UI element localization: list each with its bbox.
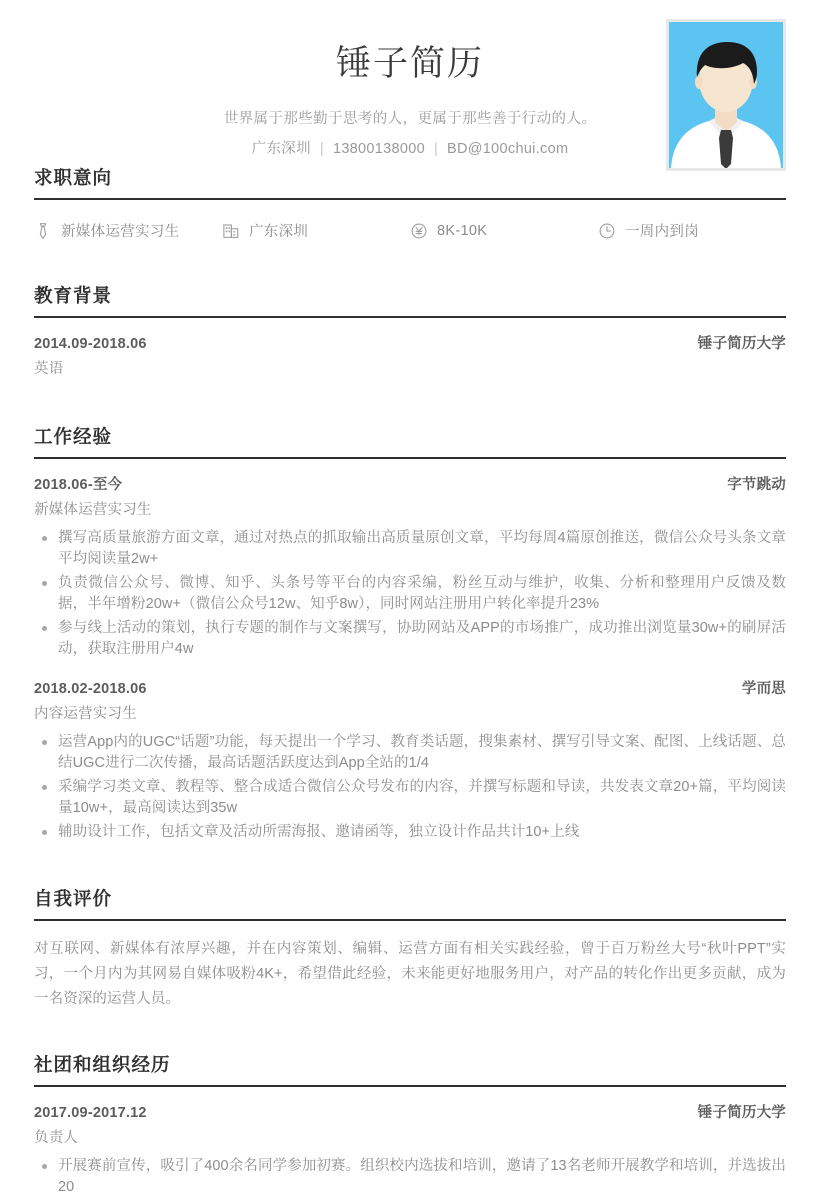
entry-role: 内容运营实习生	[34, 706, 137, 722]
intention-item-location	[222, 220, 410, 241]
section-divider	[34, 919, 786, 921]
spacer	[34, 378, 786, 424]
list-item: 采编学习类文章、教程等、整合成适合微信公众号发布的内容，并撰写标题和导读，共发表文章20+篇，平均阅读量10w+，最高阅读达到35w	[34, 777, 786, 819]
intention-items	[34, 200, 786, 257]
clock-icon	[598, 222, 616, 240]
intention-item-label: 新媒体运营实习生	[61, 224, 180, 240]
entry-bullet-list	[34, 528, 786, 660]
section-title: 求职意向	[34, 167, 113, 188]
section-self-evaluation	[34, 886, 786, 1012]
entry-role: 负责人	[34, 1130, 79, 1146]
section-education	[34, 283, 786, 378]
section-work-experience	[34, 424, 786, 843]
contact-separator: |	[433, 141, 439, 157]
entry-date: 2017.09-2017.12	[34, 1105, 147, 1121]
intention-item-label: 广东深圳	[249, 224, 309, 240]
entry-date: 2014.09-2018.06	[34, 336, 147, 352]
entry-bullet-list	[34, 1156, 786, 1198]
contact-email: BD@100chui.com	[447, 141, 569, 157]
section-title: 教育背景	[34, 285, 113, 306]
contact-location: 广东深圳	[251, 141, 311, 157]
section-title: 工作经验	[34, 426, 113, 447]
list-item: 运营App内的UGC“话题”功能，每天提出一个学习、教育类话题，搜集素材、撰写引导文案、配图、上线话题、总结UGC进行二次传播，最高话题活跃度达到App全站的1/4	[34, 732, 786, 774]
avatar	[666, 19, 786, 171]
education-entry	[34, 318, 786, 378]
entry-organization: 字节跳动	[727, 477, 786, 493]
intention-item-label: 8K-10K	[437, 222, 488, 239]
spacer	[34, 257, 786, 283]
entry-role: 新媒体运营实习生	[34, 502, 152, 518]
avatar-illustration-icon	[669, 22, 783, 168]
yen-icon	[410, 222, 428, 240]
list-item: 辅助设计工作，包括文章及活动所需海报、邀请函等，独立设计作品共计10+上线	[34, 822, 786, 843]
list-item: 开展赛前宣传，吸引了400余名同学参加初赛。组织校内选拔和培训，邀请了13名老师开展教学和培训，并选拔出20	[34, 1156, 786, 1198]
work-entry	[34, 459, 786, 660]
work-entry	[34, 663, 786, 843]
header-motto: 世界属于那些勤于思考的人，更属于那些善于行动的人。	[223, 111, 597, 127]
spacer	[34, 846, 786, 886]
entry-bullet-list	[34, 732, 786, 843]
intention-item-position	[34, 220, 222, 241]
self-evaluation-text: 对互联网、新媒体有浓厚兴趣，并在内容策划、编辑、运营方面有相关实践经验，曾于百万粉丝大号“秋叶PPT”实习，一个月内为其网易自媒体吸粉4K+，希望借此经验，未来能更好地服务用户，对产品的转化作出更多贡献，成为一名资深的运营人员。	[34, 941, 786, 1007]
entry-header	[34, 473, 786, 494]
contact-separator: |	[319, 141, 324, 157]
list-item: 撰写高质量旅游方面文章，通过对热点的抓取输出高质量原创文章，平均每周4篇原创推送，微信公众号头条文章平均阅读量2w+	[34, 528, 786, 570]
entry-role: 英语	[34, 361, 64, 377]
contact-phone: 13800138000	[332, 141, 425, 157]
spacer	[34, 1012, 786, 1052]
list-item: 参与线上活动的策划，执行专题的制作与文案撰写，协助网站及APP的市场推广，成功推出浏览量30w+的刷屏活动，获取注册用户4w	[34, 618, 786, 660]
section-title: 社团和组织经历	[34, 1054, 171, 1075]
entry-header	[34, 1101, 786, 1122]
entry-date: 2018.06-至今	[34, 477, 123, 493]
entry-date: 2018.02-2018.06	[34, 681, 147, 697]
entry-header	[34, 677, 786, 698]
page-title: 锤子简历	[335, 44, 484, 83]
building-icon	[222, 222, 240, 240]
section-job-intention	[34, 165, 786, 257]
entry-organization: 锤子简历大学	[697, 336, 786, 352]
list-item: 负责微信公众号、微博、知乎、头条号等平台的内容采编，粉丝互动与维护，收集、分析和整理用户反馈及数据，半年增粉20w+（微信公众号12w、知乎8w），同时网站注册用户转化率提升23%	[34, 573, 786, 615]
section-organization-experience	[34, 1052, 786, 1198]
resume-header	[34, 0, 786, 165]
intention-item-salary	[410, 222, 598, 240]
section-title: 自我评价	[34, 888, 113, 909]
entry-header	[34, 332, 786, 353]
entry-organization: 锤子简历大学	[697, 1105, 786, 1121]
tie-icon	[34, 222, 52, 240]
entry-organization: 学而思	[741, 681, 786, 697]
intention-item-label: 一周内到岗	[625, 224, 699, 240]
organization-entry	[34, 1087, 786, 1198]
intention-item-availability	[598, 220, 786, 241]
